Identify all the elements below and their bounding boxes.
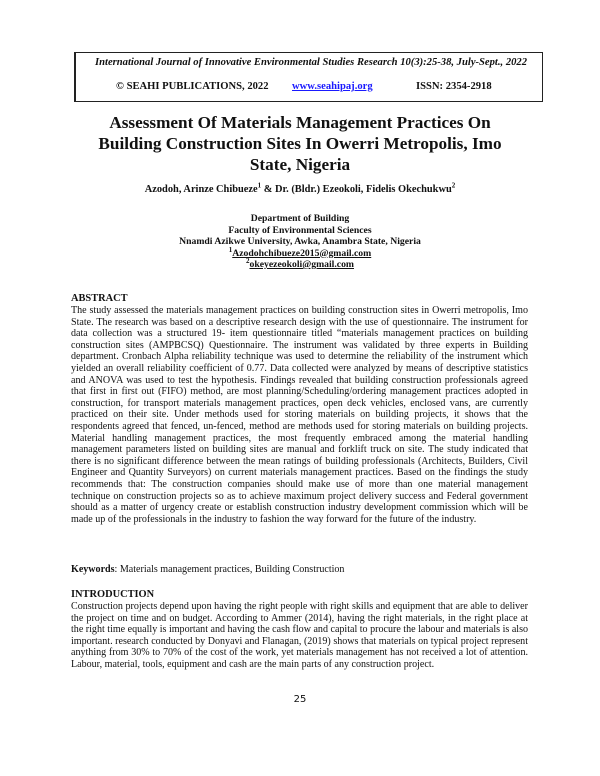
publisher-url-link[interactable]: www.seahipaj.org [292, 81, 373, 92]
email-1-line [60, 245, 540, 260]
email-2-sup: 2 [245, 256, 250, 265]
issn-number: ISSN: 2354-2918 [416, 81, 492, 92]
author-second: & Dr. (Bldr.) Ezeokoli, Fidelis Okechukwu [261, 184, 452, 195]
journal-citation: International Journal of Innovative Environmental Studies Research 10(3):25-38, July-Sept., 2022 [94, 57, 528, 68]
keywords-value: : Materials management practices, Building Construction [114, 564, 345, 575]
university: Nnamdi Azikwe University, Awka, Anambra State, Nigeria [179, 236, 421, 247]
keywords-line [71, 564, 528, 576]
affiliation-block [60, 213, 540, 271]
email-1-sup: 1 [228, 245, 233, 254]
keywords-label: Keywords [71, 564, 115, 575]
author-line [60, 181, 540, 195]
abstract-heading: ABSTRACT [71, 293, 128, 304]
introduction-text: Construction projects depend upon having the right people with right skills and equipment that are able to deliver the project on time and on budget. According to Ammer (2014), having the right materials, in the right place at the right time equally is important and having the cash flow and capital to procure the labour and materials is also important. research conducted by Donyavi and Flanagan, (2019) shows that materials on typical project represent anything from 30% to 70% of the cost of the work, yet materials management has not received a lot of attention. Labour, material, tools, equipment and cash are the main parts of any construction project. [71, 601, 529, 670]
author-first-sup: 1 [257, 181, 262, 190]
introduction-heading: INTRODUCTION [71, 589, 155, 600]
email-2-link[interactable]: okeyezeokoli@gmail.com [249, 259, 355, 270]
abstract-text: The study assessed the materials management practices on building construction sites in Owerri metropolis, Imo State. The research was based on a descriptive research design with the use of questionnaire. The instrument for data collection was a structured 19- item questionnaire titled “materials management practices on building construction sites (AMPBCSQ) Questionnaire. The instrument was validated by three experts in Building department. Cronbach Alpha reliability technique was used to determine the reliability of the instrument which yielded an overall reliability coefficient of 0.77. Data collected were analyzed by means of descriptive statistics and ANOVA was used to test the hypothesis. Findings revealed that building construction professionals agreed that first in first out (FIFO) method, are most planning/Scheduling/ordering management practices adopted in construction, for transport materials management practices, open deck vehicles, enclosed vans, are currently practiced on their site. Under methods used for storing materials on building projects, it shows that the respondents agreed that fenced, un-fenced, method are methods used for storing materials on building projects. Material handling management practices, the most frequently embraced among the material handling management parameters listed on building sites are manual and forklift truck on site. The study indicated that there is no significant difference between the mean ratings of building professionals (Architects, Builders, Civil Engineer and Quantity Surveyors) on current materials management practices. Based on the findings the study recommends that: The construction companies should make use of more than one material management technique on construction projects so as to achieve maximum project delivery success and Federal government should as a matter of urgency create or establish construction industry development commission which will be made up of the professionals in the industry to fashion the way forward for the future of the industry. [71, 305, 528, 525]
journal-header-box [74, 52, 543, 102]
email-1-link[interactable]: Azodohchibueze2015@gmail.com [232, 247, 372, 259]
publisher-copyright: © SEAHI PUBLICATIONS, 2022 [116, 81, 269, 92]
faculty: Faculty of Environmental Sciences [228, 224, 372, 236]
author-first: Azodoh, Arinze Chibueze [144, 184, 258, 195]
author-second-sup: 2 [451, 181, 456, 190]
paper-title: Assessment Of Materials Management Practices On Building Construction Sites In Owerri Metropolis, Imo State, Nigeria [98, 113, 502, 174]
department: Department of Building [250, 213, 350, 224]
email-2-line [60, 256, 540, 271]
page-number: 25 [293, 694, 307, 705]
